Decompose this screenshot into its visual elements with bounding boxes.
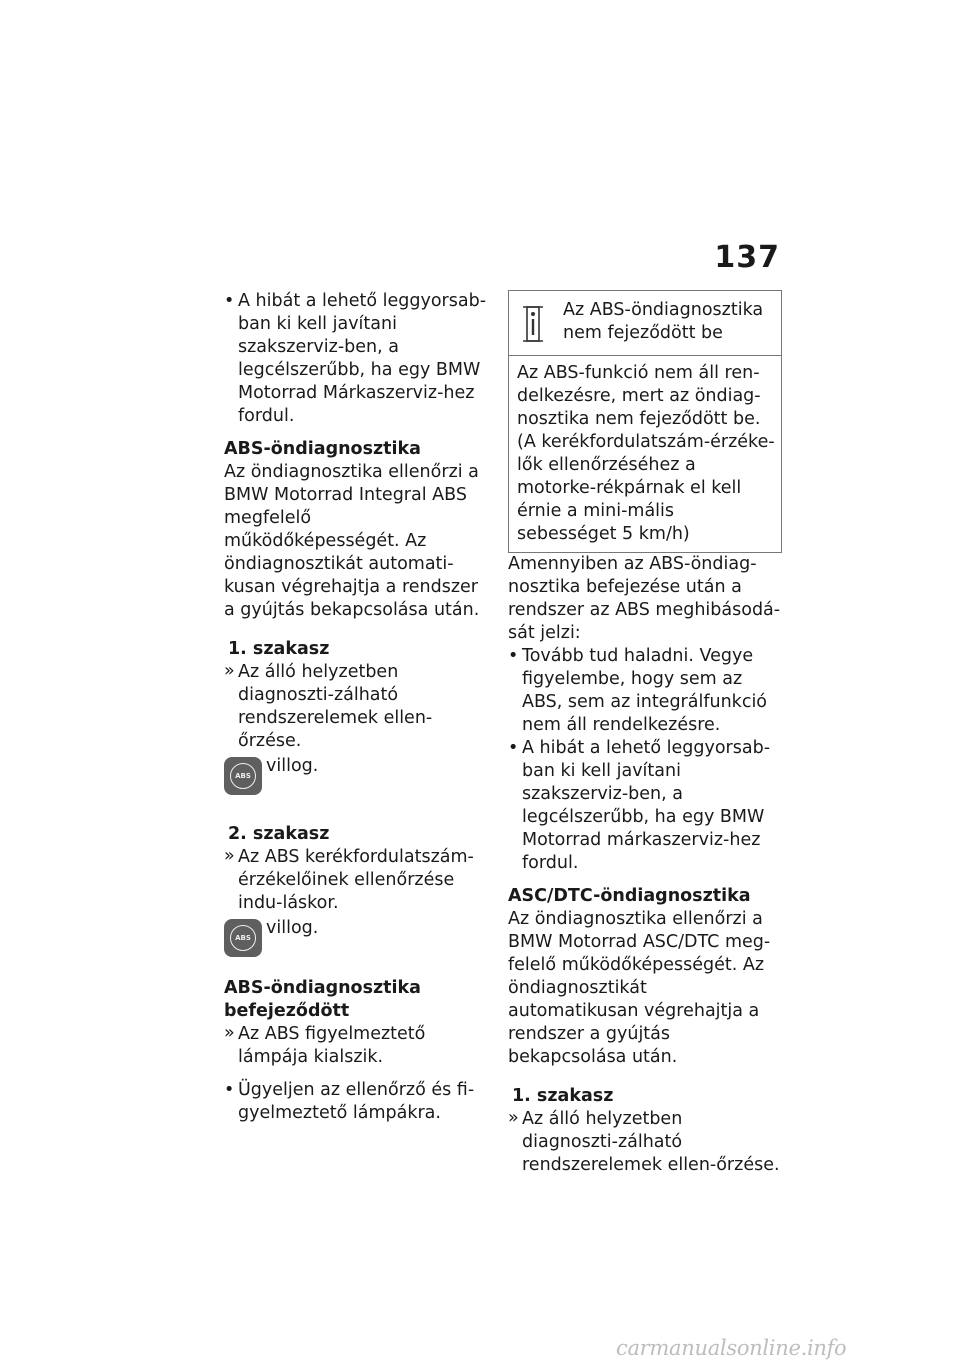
after-box-text: Amennyiben az ABS-öndiag-nosztika befejezése után a rendszer az ABS meghibásodá-sát jelzi: <box>508 554 781 643</box>
left-bullet-repair: • A hibát a lehető leggyorsab-ban ki kell javítani szakszerviz-ben, a legcélszerűbb, ha egy BMW Motorrad Márkaszerviz-hez fordul. <box>224 290 492 428</box>
abs-warning-lamp-icon: ABS <box>224 757 262 795</box>
watermark: carmanualsonline.info <box>616 1336 847 1360</box>
step-2-text: » Az ABS kerékfordulatszám-érzékelőinek ellenőrzése indu-láskor. <box>224 846 492 915</box>
abs-warning-lamp-icon: ABS <box>224 919 262 957</box>
heading-abs-diagnosis-complete: ABS-öndiagnosztika befejeződött <box>224 978 421 1021</box>
step-1-indicator <box>224 755 492 801</box>
step-2-label: 2. szakasz <box>228 824 330 844</box>
asc-step-1-label: 1. szakasz <box>512 1086 614 1106</box>
warning-box <box>508 290 782 553</box>
step-2-indicator <box>224 917 492 963</box>
info-symbol-icon <box>519 301 549 347</box>
left-column <box>224 290 492 1135</box>
right-column <box>508 290 782 1177</box>
heading-abs-self-diagnosis: ABS-öndiagnosztika <box>224 439 421 459</box>
step-1-label: 1. szakasz <box>228 639 330 659</box>
page-number: 137 <box>714 240 780 275</box>
left-bullet-lamps: • Ügyeljen az ellenőrző és fi-gyelmeztető lámpákra. <box>224 1079 492 1125</box>
asc-step-1-text: » Az álló helyzetben diagnoszti-zálható rendszerelemek ellen-őrzése. <box>508 1108 782 1177</box>
warning-box-header <box>509 291 781 356</box>
step-2-icon-label: villog. <box>266 918 319 938</box>
asc-intro-text: Az öndiagnosztika ellenőrzi a BMW Motorrad ASC/DTC meg-felelő működőképességét. Az öndiagnosztikát automatikusan végrehajtja a rendszer a gyújtás bekapcsolása után. <box>508 909 771 1067</box>
step-1-icon-label: villog. <box>266 756 319 776</box>
warning-box-title: Az ABS-öndiagnosztika nem fejeződött be <box>563 300 764 343</box>
right-bullet-repair: • A hibát a lehető leggyorsab-ban ki kell javítani szakszerviz-ben, a legcélszerűbb, ha egy BMW Motorrad márkaszerviz-hez fordul. <box>508 737 782 875</box>
done-text: » Az ABS figyelmeztető lámpája kialszik. <box>224 1023 492 1069</box>
abs-intro-text: Az öndiagnosztika ellenőrzi a BMW Motorrad Integral ABS megfelelő működőképességét. Az öndiagnosztikát automati-kusan végrehajtja a rendszer a gyújtás bekapcsolása után. <box>224 462 480 620</box>
right-bullet-continue: • Tovább tud haladni. Vegye figyelembe, hogy sem az ABS, sem az integrálfunkció nem áll rendelkezésre. <box>508 645 782 737</box>
warning-box-body: Az ABS-funkció nem áll ren-delkezésre, mert az öndiag-nosztika nem fejeződött be. (A kerékfordulatszám-érzéke-lők ellenőrzéséhez a motorke-rékpárnak el kell érnie a mini-mális sebességet 5 km/h) <box>517 363 775 544</box>
heading-asc-dtc-self-diagnosis: ASC/DTC-öndiagnosztika <box>508 886 751 906</box>
step-1-text: » Az álló helyzetben diagnoszti-zálható rendszerelemek ellen-őrzése. <box>224 661 492 753</box>
